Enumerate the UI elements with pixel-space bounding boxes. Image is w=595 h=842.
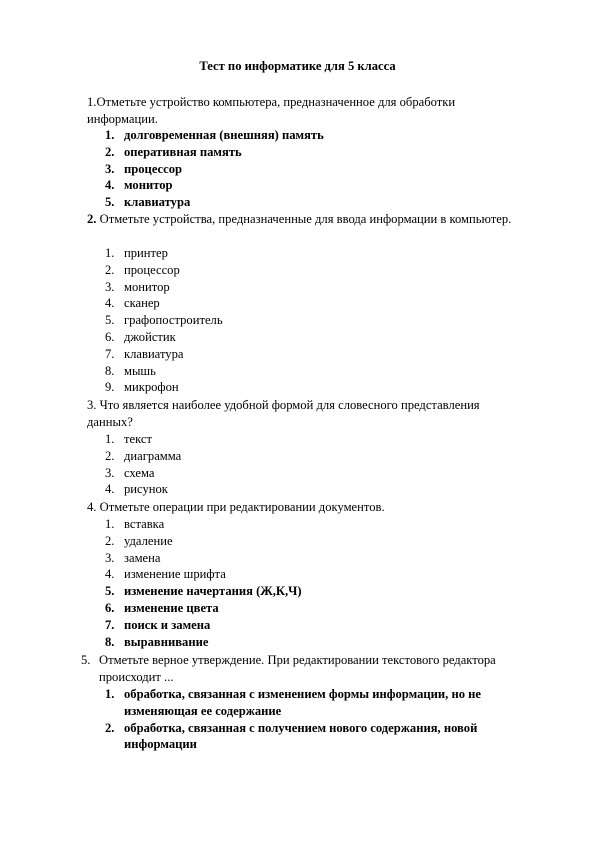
question-4-text: 4. Отметьте операции при редактировании документов. <box>87 500 385 514</box>
option: 3. схема <box>105 465 155 480</box>
question-5-number: 5. <box>81 653 91 667</box>
option: 5. клавиатура <box>105 195 191 210</box>
option: 8. выравнивание <box>105 634 209 649</box>
option: 1. принтер <box>105 246 168 260</box>
question-5-text: Отметьте верное утверждение. При редактировании текстового редактора происходит ... <box>99 653 496 684</box>
question-2-options <box>105 245 223 396</box>
question-5-options <box>105 686 505 753</box>
option: 7. поиск и замена <box>105 617 211 632</box>
question-1-text: 1.Отметьте устройство компьютера, предназначенное для обработки информации. <box>87 95 456 126</box>
option: 1. текст <box>105 432 152 446</box>
option: 1. долговременная (внешняя) память <box>105 128 324 142</box>
option: 4. рисунок <box>105 482 168 497</box>
question-3-text: 3. Что является наиболее удобной формой для словесного представления данных? <box>87 398 480 429</box>
option: 3. процессор <box>105 161 183 176</box>
question-1 <box>87 94 527 128</box>
option: 1. вставка <box>105 517 165 531</box>
question-2 <box>87 211 527 228</box>
option: 4. монитор <box>105 178 173 193</box>
option: 2. диаграмма <box>105 448 182 463</box>
option: 4. сканер <box>105 296 160 311</box>
option: 3. замена <box>105 550 161 565</box>
question-1-options <box>105 127 324 211</box>
option: 6. изменение цвета <box>105 600 219 615</box>
question-3 <box>87 397 527 431</box>
option: 7. клавиатура <box>105 346 184 361</box>
option: 2. оперативная память <box>105 144 242 159</box>
option: 6. джойстик <box>105 329 176 344</box>
question-5 <box>81 652 551 686</box>
option: 1. обработка, связанная с изменением формы информации, но не изменяющая ее содержание <box>105 687 482 718</box>
option: 8. мышь <box>105 363 156 378</box>
option: 4. изменение шрифта <box>105 567 226 582</box>
option: 5. графопостроитель <box>105 313 223 328</box>
question-4 <box>87 499 527 516</box>
question-4-options <box>105 516 302 650</box>
question-2-number: 2. <box>87 212 97 226</box>
option: 2. процессор <box>105 262 180 277</box>
option: 9. микрофон <box>105 380 179 395</box>
option: 5. изменение начертания (Ж,К,Ч) <box>105 584 302 599</box>
option: 2. обработка, связанная с получением нового содержания, новой информации <box>105 720 478 752</box>
page-title: Тест по информатике для 5 класса <box>199 59 396 73</box>
question-2-text: Отметьте устройства, предназначенные для ввода информации в компьютер. <box>96 212 512 226</box>
question-3-options <box>105 431 181 498</box>
option: 3. монитор <box>105 279 170 294</box>
option: 2. удаление <box>105 533 173 548</box>
